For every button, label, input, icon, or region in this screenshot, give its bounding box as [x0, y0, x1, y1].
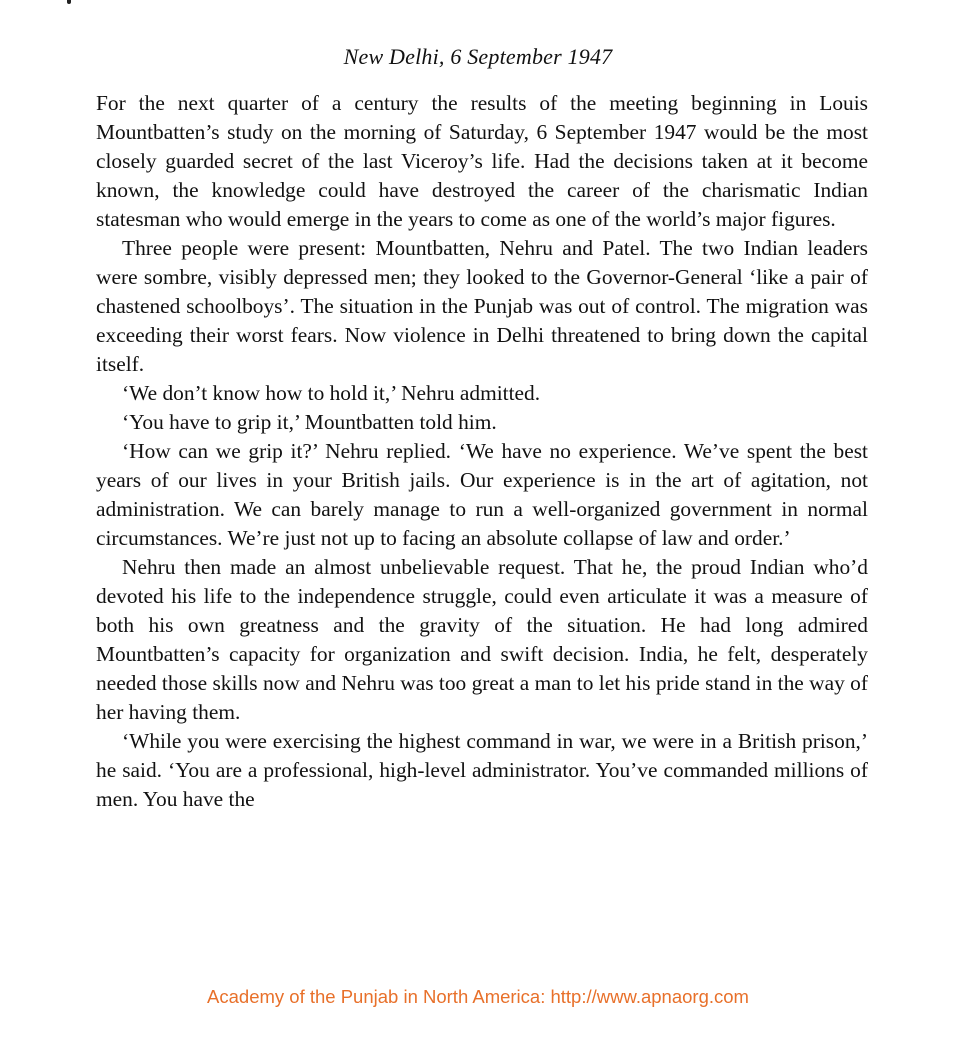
watermark-footer: Academy of the Punjab in North America: http://www.apnaorg.com [207, 986, 749, 1007]
scan-speck [67, 0, 71, 4]
paragraph-4: ‘You have to grip it,’ Mountbatten told him. [122, 410, 497, 434]
paragraph-7: ‘While you were exercising the highest command in war, we were in a British prison,’ he said. ‘You are a professional, high-level administrator. You’ve commanded millions of men. You have the [96, 729, 868, 811]
body-text [96, 89, 868, 814]
paragraph-5: ‘How can we grip it?’ Nehru replied. ‘We have no experience. We’ve spent the best years of our lives in your British jails. Our experience is in the art of agitation, not administration. We can barely manage to run a well-organized government in normal circumstances. We’re just not up to facing an absolute collapse of law and order.’ [96, 439, 868, 550]
paragraph-1: For the next quarter of a century the results of the meeting beginning in Louis Mountbatten’s study on the morning of Saturday, 6 September 1947 would be the most closely guarded secret of the last Viceroy’s life. Had the decisions taken at it become known, the knowledge could have destroyed the career of the charismatic Indian statesman who would emerge in the years to come as one of the world’s major figures. [96, 91, 868, 231]
paragraph-2: Three people were present: Mountbatten, Nehru and Patel. The two Indian leaders were sombre, visibly depressed men; they looked to the Governor-General ‘like a pair of chastened schoolboys’. The situation in the Punjab was out of control. The migration was exceeding their worst fears. Now violence in Delhi threatened to bring down the capital itself. [96, 236, 868, 376]
paragraph-6: Nehru then made an almost unbelievable request. That he, the proud Indian who’d devoted his life to the independence struggle, could even articulate it was a measure of both his own greatness and the gravity of the situation. He had long admired Mountbatten’s capacity for organization and swift decision. India, he felt, desperately needed those skills now and Nehru was too great a man to let his pride stand in the way of her having them. [96, 555, 868, 724]
section-heading: New Delhi, 6 September 1947 [343, 44, 613, 69]
paragraph-3: ‘We don’t know how to hold it,’ Nehru admitted. [122, 381, 541, 405]
